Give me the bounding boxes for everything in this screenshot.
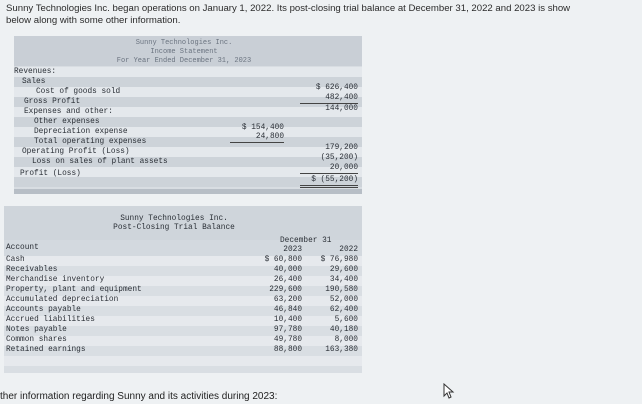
tb-value-2022: 190,580 [325,286,358,294]
is-row-label: Operating Profit (Loss) [22,148,130,156]
tb-year-2023: 2023 [283,246,302,254]
tb-value-2022: 52,000 [329,296,358,304]
tb-value-2023: 46,840 [273,306,302,314]
is-row-label: Cost of goods sold [36,88,121,96]
tb-account: Common shares [6,336,67,344]
tb-account: Accumulated depreciation [6,296,119,304]
tb-value-2023: 26,400 [273,276,302,284]
is-period: For Year Ended December 31, 2023 [116,57,252,65]
intro-text [6,3,642,27]
tb-value-2022: 8,000 [334,336,358,344]
is-row-right: 144,000 [325,105,358,113]
is-row-label: Sales [22,78,46,86]
is-row-label: Gross Profit [24,98,81,106]
mouse-pointer-icon [443,383,455,404]
is-row-right: $ (55,200) [311,176,358,184]
tb-account: Receivables [6,266,58,274]
is-row-label: Profit (Loss) [20,170,81,178]
tb-value-2023: 63,200 [273,296,302,304]
tb-value-2022: 5,600 [334,316,358,324]
tb-value-2022: $ 76,980 [320,256,358,264]
tb-value-2023: 88,800 [273,346,302,354]
tb-value-2022: 29,600 [329,266,358,274]
tb-account-header: Account [6,244,39,252]
is-row-right: 20,000 [329,164,358,172]
income-statement-table [14,36,362,194]
is-row-right: $ 626,400 [315,84,358,92]
tb-account: Property, plant and equipment [6,286,142,294]
tb-value-2023: 229,600 [269,286,302,294]
is-title: Income Statement [150,48,218,56]
tb-account: Accounts payable [6,306,81,314]
is-row-label: Other expenses [34,118,100,126]
trial-balance-table [4,206,362,373]
is-row-label: Expenses and other: [24,108,113,116]
is-row-mid: 24,800 [255,133,284,141]
is-row-label: Total operating expenses [34,138,147,146]
tb-value-2023: $ 60,800 [264,256,302,264]
tb-title: Post-Closing Trial Balance [113,224,235,232]
is-company: Sunny Technologies Inc. [135,39,233,47]
tb-value-2022: 40,180 [329,326,358,334]
is-row-right: 179,200 [325,144,358,152]
is-row-mid: $ 154,400 [241,124,284,132]
intro-line-2: below along with some other information. [6,15,181,26]
tb-year-2022: 2022 [339,246,358,254]
tb-value-2022: 62,400 [329,306,358,314]
is-row-right: (35,200) [320,154,358,162]
is-row-label: Loss on sales of plant assets [32,158,168,166]
is-row-label: Depreciation expense [34,128,128,136]
tb-account: Retained earnings [6,346,86,354]
tb-account: Notes payable [6,326,67,334]
tb-value-2023: 40,000 [273,266,302,274]
tb-value-2023: 10,400 [273,316,302,324]
tb-value-2022: 34,400 [329,276,358,284]
tb-value-2022: 163,380 [325,346,358,354]
tb-account: Merchandise inventory [6,276,105,284]
is-row-label: Revenues: [14,68,57,76]
tb-account: Accrued liabilities [6,316,95,324]
tb-date-header: December 31 [280,237,332,245]
intro-line-1: Sunny Technologies Inc. began operations on January 1, 2022. Its post-closing trial balance at December 31, 2022 and 2023 is show [6,3,571,14]
is-row-right: 482,400 [325,94,358,102]
tb-account: Cash [6,256,25,264]
income-statement-header [14,36,362,66]
footer-text: ther information regarding Sunny and its activities during 2023: [0,391,278,402]
tb-value-2023: 97,780 [273,326,302,334]
tb-company: Sunny Technologies Inc. [120,215,228,223]
tb-value-2023: 49,780 [273,336,302,344]
